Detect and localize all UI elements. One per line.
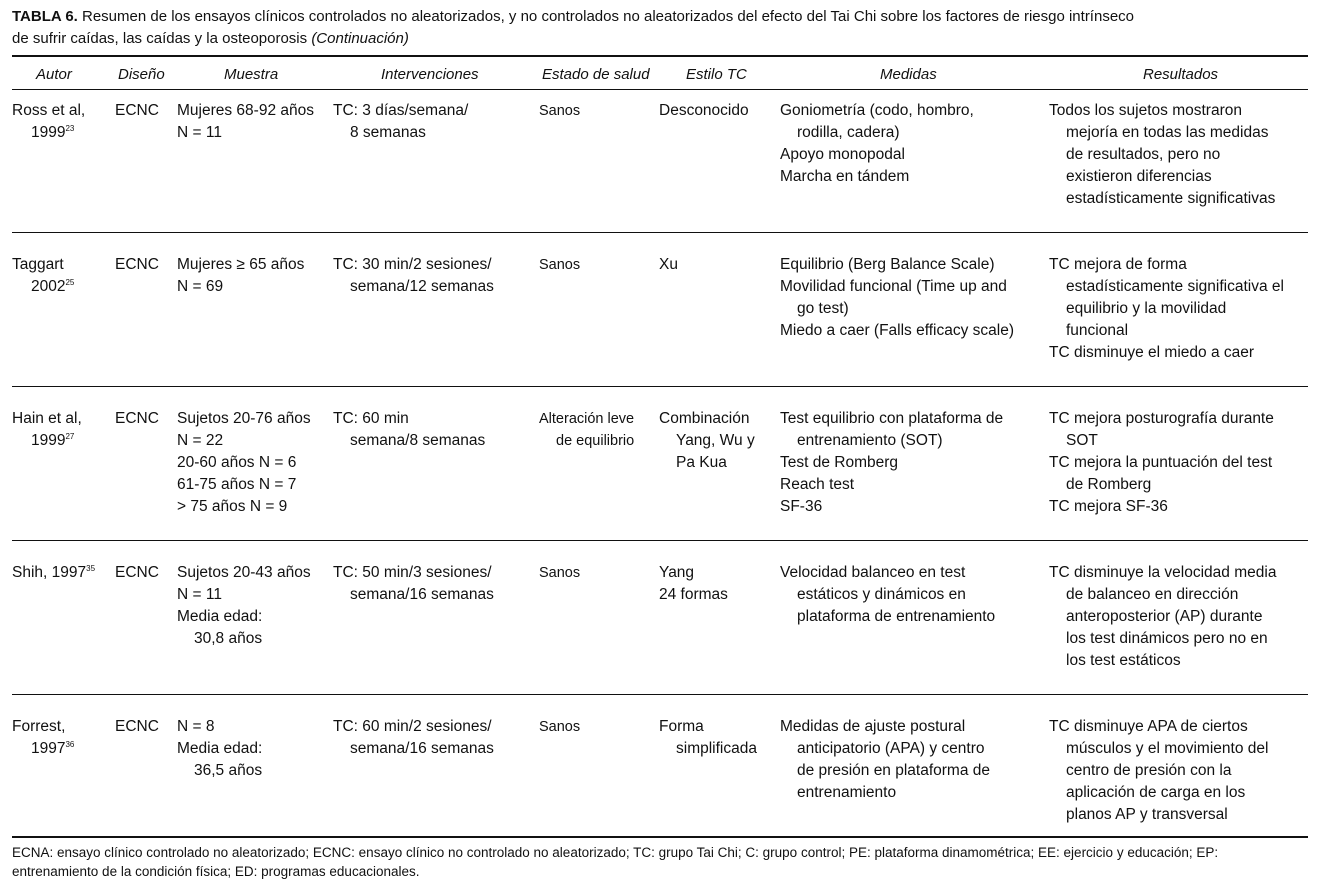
header-autor: Autor [36, 66, 72, 83]
header-muestra: Muestra [224, 66, 279, 83]
caption-text-line2: de sufrir caídas, las caídas y la osteoporosis [12, 30, 312, 47]
cell-intervenciones: TC: 50 min/3 sesiones/ semana/16 semanas [333, 564, 494, 603]
cell-disenio: ECNC [115, 256, 159, 273]
table-label: TABLA 6. [12, 8, 78, 25]
cell-muestra: Sujetos 20-76 años N = 22 20-60 años N = 6 61-75 años N = 7 > 75 años N = 9 [177, 410, 311, 515]
cell-muestra: Mujeres 68-92 años N = 11 [177, 102, 314, 141]
cell-estado-salud: Sanos [539, 257, 581, 273]
cell-estado-salud: Sanos [539, 103, 581, 119]
cell-muestra: N = 8 Media edad: 36,5 años [177, 718, 263, 779]
table-caption [12, 6, 1307, 50]
cell-intervenciones: TC: 60 min semana/8 semanas [333, 410, 486, 449]
row-divider [12, 232, 1308, 233]
cell-disenio: ECNC [115, 718, 159, 735]
cell-autor: Taggart 2002$^{25}$ [12, 256, 75, 295]
cell-resultados: TC disminuye la velocidad media de balanceo en dirección anteroposterior (AP) durante los test dinámicos pero no en los test estáticos [1049, 564, 1277, 669]
cell-estilo: Forma simplificada [659, 718, 757, 757]
cell-estado-salud: Alteración leve de equilibrio [539, 411, 635, 449]
cell-autor: Hain et al, 1999$^{27}$ [12, 410, 82, 449]
cell-medidas: Equilibrio (Berg Balance Scale) Movilidad funcional (Time up and go test) Miedo a caer (Falls efficacy scale) [780, 256, 1015, 339]
cell-medidas: Velocidad balanceo en test estáticos y dinámicos en plataforma de entrenamiento [780, 564, 996, 625]
header-estado-salud: Estado de salud [542, 66, 650, 83]
cell-medidas: Goniometría (codo, hombro, rodilla, cadera) Apoyo monopodal Marcha en tándem [780, 102, 974, 185]
top-rule [12, 55, 1308, 57]
cell-medidas: Test equilibrio con plataforma de entrenamiento (SOT) Test de Romberg Reach test SF-36 [780, 410, 1004, 515]
caption-text-line1: Resumen de los ensayos clínicos controlados no aleatorizados, y no controlados no aleatorizados del efecto del Tai Chi sobre los factores de riesgo intrínseco [77, 8, 1135, 25]
cell-autor: Shih, 1997$^{35}$ [12, 564, 96, 581]
cell-resultados: TC mejora posturografía durante SOT TC mejora la puntuación del test de Romberg TC mejora SF-36 [1049, 410, 1274, 515]
cell-medidas: Medidas de ajuste postural anticipatorio (APA) y centro de presión en plataforma de entrenamiento [780, 718, 991, 801]
cell-estilo: Xu [659, 256, 678, 273]
header-disenio: Diseño [118, 66, 165, 83]
cell-resultados: TC mejora de forma estadísticamente significativa el equilibrio y la movilidad funcional TC disminuye el miedo a caer [1049, 256, 1284, 361]
header-resultados: Resultados [1143, 66, 1219, 83]
cell-muestra: Mujeres ≥ 65 años N = 69 [177, 256, 305, 295]
caption-continuation: (Continuación) [311, 30, 409, 47]
cell-intervenciones: TC: 60 min/2 sesiones/ semana/16 semanas [333, 718, 494, 757]
cell-estilo: Desconocido [659, 102, 749, 119]
row-divider [12, 540, 1308, 541]
cell-autor: Ross et al, 1999$^{23}$ [12, 102, 86, 141]
cell-resultados: TC disminuye APA de ciertos músculos y el movimiento del centro de presión con la aplicación de carga en los planos AP y transversal [1049, 718, 1269, 823]
cell-disenio: ECNC [115, 102, 159, 119]
header-medidas: Medidas [880, 66, 937, 83]
header-intervenciones: Intervenciones [381, 66, 479, 83]
cell-intervenciones: TC: 30 min/2 sesiones/ semana/12 semanas [333, 256, 494, 295]
table-footnote: ECNA: ensayo clínico controlado no aleatorizado; ECNC: ensayo clínico no controlado no aleatorizado; TC: grupo Tai Chi; C: grupo control; PE: plataforma dinamométrica; EE: ejercicio y educación; EP: entrenamiento de la condición física; ED: programas educacionales. [12, 845, 1219, 879]
cell-intervenciones: TC: 3 días/semana/ 8 semanas [333, 102, 469, 141]
header-estilo: Estilo TC [686, 66, 747, 83]
row-divider [12, 694, 1308, 695]
cell-resultados: Todos los sujetos mostraron mejoría en todas las medidas de resultados, pero no existieron diferencias estadísticamente significativas [1049, 102, 1276, 207]
cell-disenio: ECNC [115, 410, 159, 427]
cell-autor: Forrest, 1997$^{36}$ [12, 718, 75, 757]
cell-estilo: Yang 24 formas [659, 564, 728, 603]
row-divider [12, 386, 1308, 387]
cell-muestra: Sujetos 20-43 años N = 11 Media edad: 30,8 años [177, 564, 311, 647]
cell-estado-salud: Sanos [539, 565, 581, 581]
cell-disenio: ECNC [115, 564, 159, 581]
bottom-rule [12, 836, 1308, 838]
cell-estilo: Combinación Yang, Wu y Pa Kua [659, 410, 755, 471]
cell-estado-salud: Sanos [539, 719, 581, 735]
header-rule [12, 89, 1308, 90]
